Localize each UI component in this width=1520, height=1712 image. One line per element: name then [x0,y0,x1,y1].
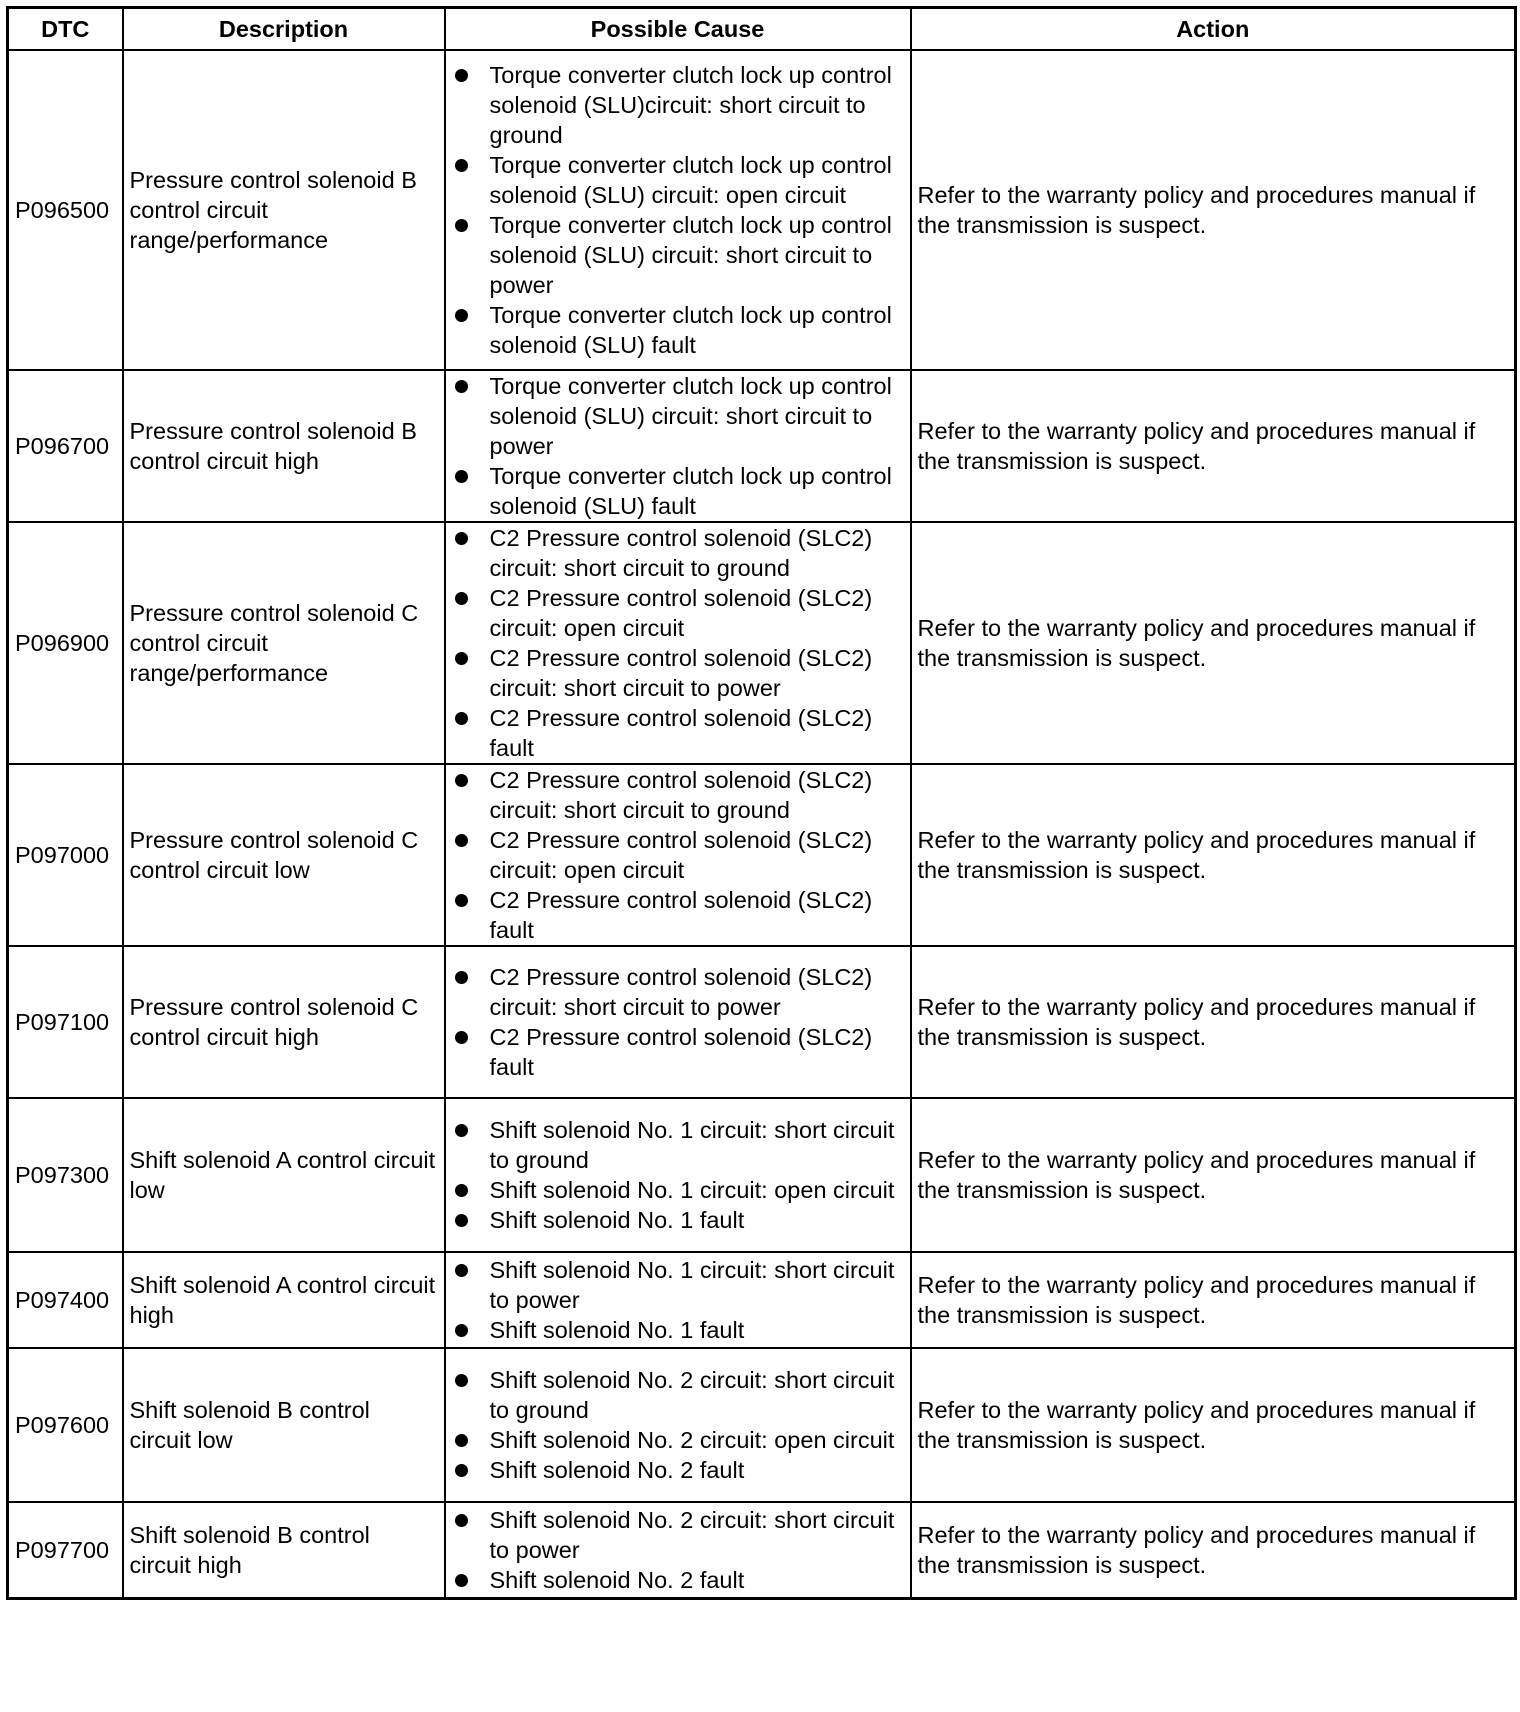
bullet-icon [455,894,468,907]
bullet-icon [455,1264,468,1277]
possible-cause-text: Torque converter clutch lock up control solenoid (SLU) fault [489,302,892,358]
bullet-icon [455,380,468,393]
table-row [8,522,1516,764]
possible-cause-text: C2 Pressure control solenoid (SLC2) fault [489,887,873,943]
header-description: Description [123,8,445,51]
list-item [452,371,904,461]
bullet-icon [455,1214,468,1227]
possible-cause-text: C2 Pressure control solenoid (SLC2) circuit: open circuit [489,827,873,883]
list-item [452,825,904,885]
possible-cause-text: C2 Pressure control solenoid (SLC2) circuit: open circuit [489,585,873,641]
list-item [452,461,904,521]
possible-cause-cell [445,522,911,764]
table-row [8,50,1516,370]
list-item [452,765,904,825]
bullet-icon [455,1031,468,1044]
dtc-description: Pressure control solenoid C control circuit range/performance [123,522,445,764]
bullet-icon [455,219,468,232]
dtc-description: Pressure control solenoid C control circuit high [123,946,445,1098]
possible-cause-list [452,1365,904,1485]
list-item [452,1175,904,1205]
possible-cause-text: Shift solenoid No. 2 circuit: open circuit [489,1427,895,1453]
list-item [452,300,904,360]
list-item [452,60,904,150]
possible-cause-cell [445,370,911,522]
possible-cause-text: Torque converter clutch lock up control solenoid (SLU) circuit: open circuit [489,152,892,208]
bullet-icon [455,532,468,545]
possible-cause-text: C2 Pressure control solenoid (SLC2) circuit: short circuit to ground [489,767,873,823]
list-item [452,703,904,763]
dtc-code: P096700 [8,370,123,522]
bullet-icon [455,1124,468,1137]
possible-cause-text: Shift solenoid No. 2 circuit: short circuit to power [489,1506,895,1563]
possible-cause-text: Torque converter clutch lock up control solenoid (SLU) circuit: short circuit to power [489,212,892,298]
dtc-code: P097400 [8,1252,123,1348]
dtc-code: P097300 [8,1098,123,1252]
possible-cause-text: Torque converter clutch lock up control solenoid (SLU) circuit: short circuit to power [489,373,892,459]
bullet-icon [455,1464,468,1477]
possible-cause-cell [445,1502,911,1598]
possible-cause-list [452,962,904,1082]
dtc-description: Pressure control solenoid B control circuit range/performance [123,50,445,370]
dtc-code: P097600 [8,1348,123,1502]
possible-cause-text: Torque converter clutch lock up control solenoid (SLU) fault [489,463,892,519]
bullet-icon [455,1374,468,1387]
possible-cause-text: Shift solenoid No. 1 fault [489,1317,745,1343]
possible-cause-list [452,371,904,521]
list-item [452,583,904,643]
header-action: Action [911,8,1516,51]
list-item [452,1115,904,1175]
bullet-icon [455,1184,468,1197]
possible-cause-list [452,60,904,360]
table-row [8,764,1516,946]
table-row [8,370,1516,522]
possible-cause-text: C2 Pressure control solenoid (SLC2) circuit: short circuit to power [489,645,873,701]
table-body [8,50,1516,1598]
possible-cause-text: Shift solenoid No. 1 fault [489,1207,745,1233]
possible-cause-text: Shift solenoid No. 1 circuit: short circuit to ground [489,1117,895,1173]
possible-cause-list [452,765,904,945]
list-item [452,1565,904,1595]
action-text: Refer to the warranty policy and procedures manual if the transmission is suspect. [911,764,1516,946]
dtc-description: Shift solenoid B control circuit high [123,1502,445,1598]
dtc-description: Shift solenoid A control circuit low [123,1098,445,1252]
list-item [452,1255,904,1315]
possible-cause-text: Torque converter clutch lock up control solenoid (SLU)circuit: short circuit to ground [489,62,892,148]
possible-cause-text: Shift solenoid No. 2 circuit: short circuit to ground [489,1367,895,1423]
header-possible-cause: Possible Cause [445,8,911,51]
dtc-table [6,6,1517,1600]
dtc-code: P096500 [8,50,123,370]
action-text: Refer to the warranty policy and procedures manual if the transmission is suspect. [911,946,1516,1098]
possible-cause-cell [445,1348,911,1502]
list-item [452,1505,904,1565]
bullet-icon [455,470,468,483]
possible-cause-text: Shift solenoid No. 1 circuit: open circuit [489,1177,895,1203]
action-text: Refer to the warranty policy and procedures manual if the transmission is suspect. [911,370,1516,522]
possible-cause-list [452,1505,904,1595]
bullet-icon [455,1324,468,1337]
list-item [452,962,904,1022]
list-item [452,1455,904,1485]
possible-cause-list [452,1115,904,1235]
action-text: Refer to the warranty policy and procedures manual if the transmission is suspect. [911,522,1516,764]
bullet-icon [455,1514,468,1527]
action-text: Refer to the warranty policy and procedures manual if the transmission is suspect. [911,1348,1516,1502]
dtc-table-container [6,6,1517,1600]
table-row [8,1502,1516,1598]
possible-cause-cell [445,1252,911,1348]
bullet-icon [455,69,468,82]
dtc-code: P097700 [8,1502,123,1598]
table-row [8,946,1516,1098]
possible-cause-cell [445,946,911,1098]
action-text: Refer to the warranty policy and procedures manual if the transmission is suspect. [911,1098,1516,1252]
dtc-code: P097100 [8,946,123,1098]
bullet-icon [455,712,468,725]
bullet-icon [455,971,468,984]
action-text: Refer to the warranty policy and procedures manual if the transmission is suspect. [911,1252,1516,1348]
header-dtc: DTC [8,8,123,51]
possible-cause-text: Shift solenoid No. 1 circuit: short circuit to power [489,1257,895,1313]
action-text: Refer to the warranty policy and procedures manual if the transmission is suspect. [911,50,1516,370]
possible-cause-cell [445,764,911,946]
possible-cause-text: C2 Pressure control solenoid (SLC2) circuit: short circuit to power [489,964,873,1020]
list-item [452,1315,904,1345]
table-row [8,1348,1516,1502]
table-row [8,1252,1516,1348]
bullet-icon [455,1574,468,1587]
list-item [452,1425,904,1455]
dtc-description: Shift solenoid A control circuit high [123,1252,445,1348]
bullet-icon [455,592,468,605]
bullet-icon [455,309,468,322]
possible-cause-list [452,523,904,763]
possible-cause-cell [445,50,911,370]
bullet-icon [455,652,468,665]
list-item [452,1205,904,1235]
table-header-row [8,8,1516,51]
list-item [452,150,904,210]
possible-cause-list [452,1255,904,1345]
list-item [452,1365,904,1425]
list-item [452,523,904,583]
list-item [452,885,904,945]
possible-cause-text: Shift solenoid No. 2 fault [489,1457,745,1483]
list-item [452,210,904,300]
bullet-icon [455,834,468,847]
bullet-icon [455,774,468,787]
possible-cause-cell [445,1098,911,1252]
possible-cause-text: C2 Pressure control solenoid (SLC2) fault [489,705,873,761]
action-text: Refer to the warranty policy and procedures manual if the transmission is suspect. [911,1502,1516,1598]
dtc-code: P096900 [8,522,123,764]
table-row [8,1098,1516,1252]
bullet-icon [455,159,468,172]
bullet-icon [455,1434,468,1447]
possible-cause-text: C2 Pressure control solenoid (SLC2) circuit: short circuit to ground [489,525,873,581]
dtc-description: Pressure control solenoid B control circuit high [123,370,445,522]
list-item [452,1022,904,1082]
possible-cause-text: C2 Pressure control solenoid (SLC2) fault [489,1024,873,1080]
dtc-code: P097000 [8,764,123,946]
dtc-description: Shift solenoid B control circuit low [123,1348,445,1502]
dtc-description: Pressure control solenoid C control circuit low [123,764,445,946]
possible-cause-text: Shift solenoid No. 2 fault [489,1566,745,1593]
list-item [452,643,904,703]
